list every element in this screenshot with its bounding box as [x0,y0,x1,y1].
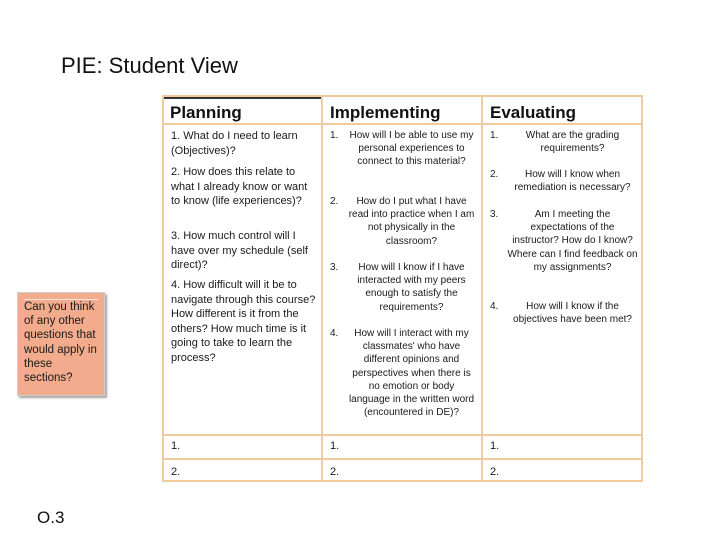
planning-item: 4. How difficult will it be to navigate through this course? How different is it from the others? How much time is it going to take to learn the process? [171,279,316,364]
slide-title: PIE: Student View [61,53,238,78]
planning-item: 2. How does this relate to what I already know or want to know (life experiences)? [171,166,308,207]
item-text: How will I interact with my classmates' who have different opinions and perspectives when there is no emotion or body language in the written word (encountered in DE)? [348,328,475,419]
header-planning: Planning [170,103,242,122]
item-number: 4. [490,301,499,312]
item-number: 2. [330,196,339,207]
item-number: 2. [490,169,499,180]
blank-row-cell: 2. [490,466,500,478]
header-rule [164,97,321,99]
slide-footer: O.3 [37,508,65,527]
pie-table [162,95,643,482]
item-number: 3. [490,209,499,220]
implementing-item [330,195,476,248]
blank-row-cell: 1. [171,440,181,452]
row-divider [164,458,641,460]
implementing-item [330,261,476,314]
item-text: Am I meeting the expectations of the instructor? How do I know? Where can I find feedback on my assignments? [507,209,638,273]
item-number: 1. [330,130,339,141]
column-divider [321,97,323,480]
item-number: 4. [330,328,339,339]
implementing-item [330,327,476,419]
evaluating-item [490,168,638,194]
item-text: How will I know if the objectives have been met? [513,301,632,326]
planning-item: 1. What do I need to learn (Objectives)? [171,130,298,157]
item-number: 1. [490,130,499,141]
column-divider [481,97,483,480]
header-evaluating: Evaluating [490,103,576,122]
callout-text: Can you think of any other questions that would apply in these sections? [24,301,97,385]
callout-box [17,292,105,396]
row-divider [164,434,641,436]
blank-row-cell: 1. [330,440,340,452]
row-divider [164,123,641,125]
item-text: How will I be able to use my personal experiences to connect to this material? [349,130,474,168]
blank-row-cell: 2. [171,466,181,478]
evaluating-item [490,300,638,326]
header-implementing: Implementing [330,103,441,122]
item-text: How will I know when remediation is necessary? [514,169,631,194]
evaluating-item [490,208,638,274]
item-number: 3. [330,262,339,273]
planning-item: 3. How much control will I have over my schedule (self direct)? [171,230,308,271]
blank-row-cell: 1. [490,440,500,452]
item-text: How will I know if I have interacted with my peers enough to satisfy the requirements? [357,262,466,313]
item-text: How do I put what I have read into practice when I am not physically in the classroom? [348,196,475,247]
evaluating-item [490,129,638,155]
blank-row-cell: 2. [330,466,340,478]
item-text: What are the grading requirements? [525,130,620,155]
implementing-item [330,129,476,169]
